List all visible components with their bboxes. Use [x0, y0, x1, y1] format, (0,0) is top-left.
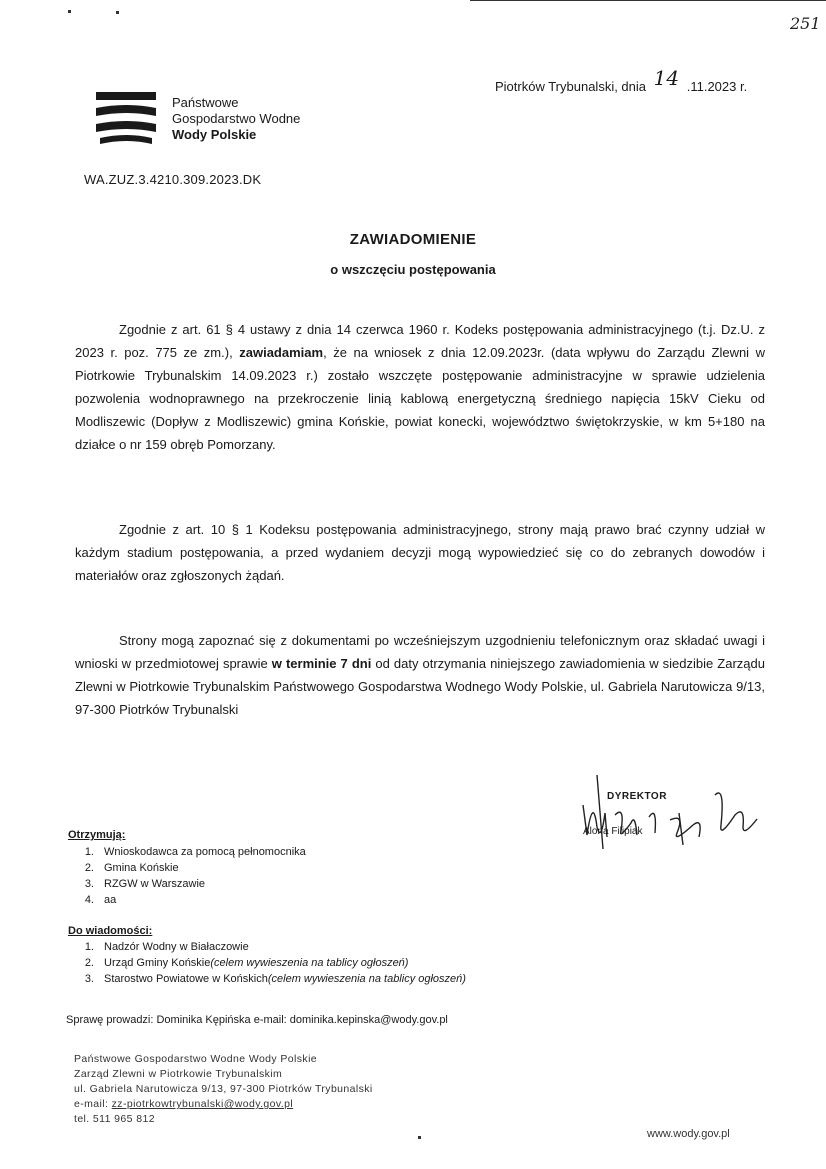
dateline	[495, 66, 748, 96]
dateline-suffix: .11.2023 r.	[686, 79, 748, 94]
case-handler: Sprawę prowadzi: Dominika Kępińska e-mail: dominika.kepinska@wody.gov.pl	[66, 1014, 448, 1026]
page-number: 251	[790, 14, 821, 33]
list-item-text: Starostwo Powiatowe w Końskich	[104, 973, 268, 985]
paragraph-access-bold: w terminie 7 dni	[271, 656, 372, 671]
footer-email-link[interactable]: zz-piotrkowtrybunalski@wody.gov.pl	[111, 1098, 294, 1110]
dateline-prefix: Piotrków Trybunalski, dnia	[495, 79, 647, 94]
case-reference: WA.ZUZ.3.4210.309.2023.DK	[84, 172, 262, 187]
paragraph-notice-part2: , że na wniosek z dnia 12.09.2023r. (data wpływu do Zarządu Zlewni w Piotrkowie Trybunalskim 14.09.2023 r.) zostało wszczęte postępowanie administracyjne w sprawie udzielenia pozwolenia wodnoprawnego na przekroczenie linią kablową energetyczną średniego napięcia 15kV Cieku od Modliszewic (Dopływ z Modliszewic) gmina Końskie, powiat konecki, województwo świętokrzyskie, w km 5+180 na działce o nr 159 obręb Pomorzany.	[75, 345, 765, 452]
signature-title: DYREKTOR	[607, 791, 667, 802]
footer-website-link[interactable]: www.wody.gov.pl	[647, 1128, 730, 1140]
list-item-text: Wnioskodawca za pomocą pełnomocnika	[104, 846, 306, 858]
list-item	[68, 939, 466, 955]
list-item	[68, 955, 466, 971]
paragraph-access-part2: od daty otrzymania niniejszego zawiadomienia w siedzibie Zarządu Zlewni w Piotrkowie Trybunalskim Państwowego Gospodarstwa Wodnego Wody Polskie, ul. Gabriela Narutowicza 9/13, 97-300 Piotrków Trybunalski	[75, 656, 765, 717]
list-item-number: 2.	[84, 862, 94, 874]
list-item-text: RZGW w Warszawie	[104, 878, 206, 890]
recipients-list	[68, 844, 306, 908]
footer-line1: Państwowe Gospodarstwo Wodne Wody Polskie	[74, 1053, 318, 1065]
list-item-note: (celem wywieszenia na tablicy ogłoszeń)	[210, 957, 409, 969]
org-name-line2: Gospodarstwo Wodne	[172, 111, 301, 126]
list-item	[68, 971, 466, 987]
wody-polskie-logo-icon	[94, 88, 158, 148]
dateline-day: 14	[653, 66, 680, 90]
org-name-line1: Państwowe	[172, 95, 239, 110]
list-item	[68, 860, 306, 876]
scan-edge-line	[470, 0, 826, 1]
list-item	[68, 876, 306, 892]
paragraph-access-part1: Strony mogą zapoznać się z dokumentami po wcześniejszym uzgodnieniu telefonicznym oraz składać uwagi i wnioski w przedmiotowej sprawie	[75, 633, 765, 671]
list-item-number: 1.	[84, 846, 94, 858]
list-item-number: 4.	[84, 894, 94, 906]
list-item-number: 3.	[84, 973, 94, 985]
org-name	[172, 95, 300, 143]
footer-line3: ul. Gabriela Narutowicza 9/13, 97-300 Piotrków Trybunalski	[74, 1083, 373, 1095]
list-item-text: aa	[104, 894, 117, 906]
recipients-heading: Otrzymują:	[68, 829, 126, 841]
list-item-number: 2.	[84, 957, 94, 969]
cc-section	[68, 925, 466, 987]
cc-heading: Do wiadomości:	[68, 925, 153, 937]
footer-line2: Zarząd Zlewni w Piotrkowie Trybunalskim	[74, 1068, 283, 1080]
scan-mark	[116, 11, 119, 14]
footer-line4	[74, 1097, 373, 1112]
org-name-line3: Wody Polskie	[172, 127, 257, 142]
scan-mark	[68, 10, 71, 13]
list-item-number: 1.	[84, 941, 94, 953]
footer-contact	[74, 1052, 373, 1127]
paragraph-rights: Zgodnie z art. 10 § 1 Kodeksu postępowania administracyjnego, strony mają prawo brać czynny udział w każdym stadium postępowania, a przed wydaniem decyzji mogą wypowiedzieć się co do zebranych dowodów i materiałów oraz zgłoszonych żądań.	[75, 522, 765, 583]
recipients-section	[68, 829, 306, 908]
paragraph-notice-bold: zawiadamiam	[239, 345, 324, 360]
list-item-text: Urząd Gminy Końskie	[104, 957, 211, 969]
cc-list	[68, 939, 466, 987]
list-item	[68, 844, 306, 860]
paragraph-notice	[75, 318, 765, 456]
scan-mark	[418, 1136, 421, 1139]
list-item-text: Nadzór Wodny w Białaczowie	[104, 941, 249, 953]
document-title: ZAWIADOMIENIE	[349, 231, 477, 248]
document-subtitle: o wszczęciu postępowania	[330, 262, 496, 277]
footer-line5: tel. 511 965 812	[74, 1113, 155, 1125]
list-item-number: 3.	[84, 878, 94, 890]
handwritten-signature	[575, 765, 770, 855]
list-item-text: Gmina Końskie	[104, 862, 179, 874]
list-item	[68, 892, 306, 908]
footer-email-label: e-mail:	[74, 1098, 109, 1110]
paragraph-notice-part1: Zgodnie z art. 61 § 4 ustawy z dnia 14 czerwca 1960 r. Kodeks postępowania administracyjnego (t.j. Dz.U. z 2023 r. poz. 775 ze zm.),	[75, 322, 765, 360]
list-item-note: (celem wywieszenia na tablicy ogłoszeń)	[267, 973, 466, 985]
paragraph-access	[75, 629, 765, 721]
signature-name: Alona Filipiak	[583, 826, 643, 837]
